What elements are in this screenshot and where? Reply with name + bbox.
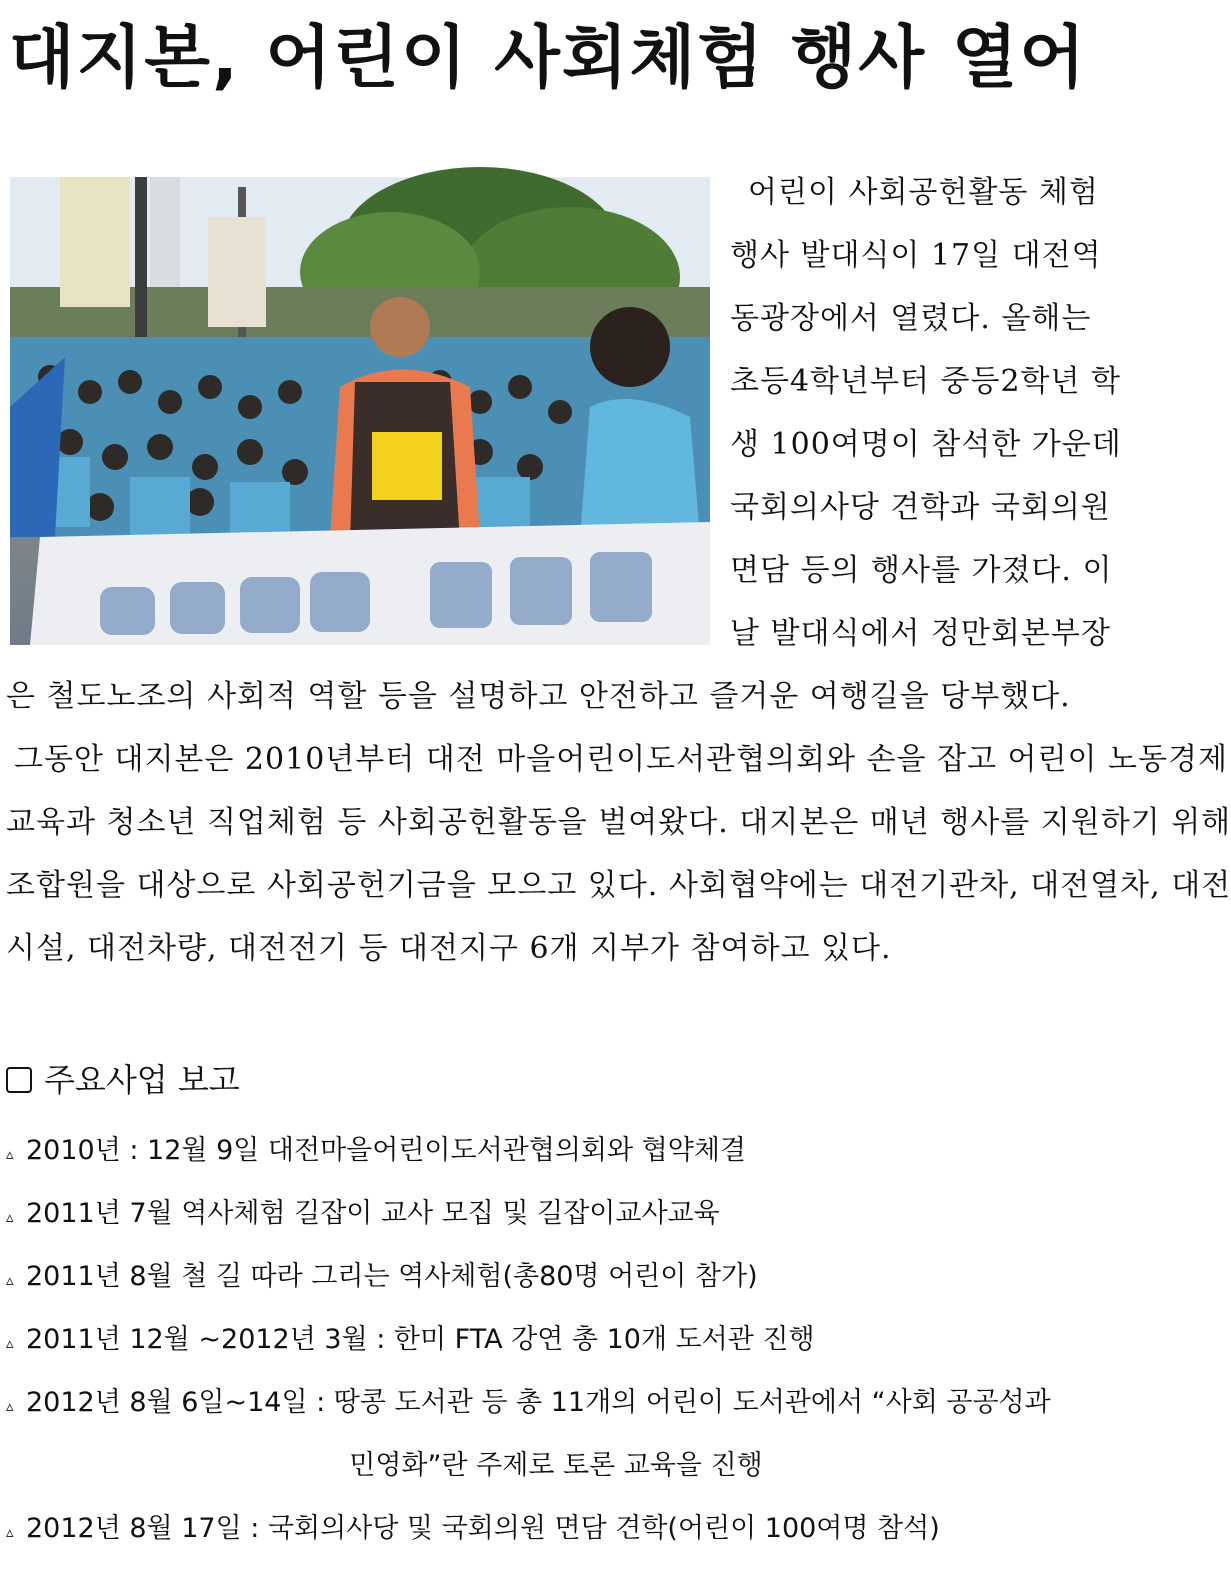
- article-line: 교육과 청소년 직업체험 등 사회공헌활동을 벌여왔다. 대지본은 매년 행사를 지원하기 위해: [6, 805, 1231, 840]
- triangle-bullet-icon: ▵: [6, 1397, 14, 1415]
- list-item: [6, 1245, 1086, 1308]
- event-photo: [10, 177, 710, 645]
- section-title: 주요사업 보고: [44, 1061, 240, 1099]
- list-item: [6, 1497, 1086, 1560]
- article-line: 시설, 대전차량, 대전전기 등 대전지구 6개 지부가 참여하고 있다.: [6, 931, 892, 966]
- list-item: [6, 1371, 1086, 1434]
- triangle-bullet-icon: ▵: [6, 1523, 14, 1541]
- list-item-text: 2011년 7월 역사체험 길잡이 교사 모집 및 길잡이교사교육: [26, 1198, 720, 1229]
- checkbox-icon: [6, 1067, 32, 1093]
- article-paragraph-2: [6, 728, 1231, 980]
- triangle-bullet-icon: ▵: [6, 1271, 14, 1289]
- article-right-column: [730, 161, 1122, 665]
- triangle-bullet-icon: ▵: [6, 1145, 14, 1163]
- list-item-continuation: 민영화”란 주제로 토론 교육을 진행: [349, 1450, 763, 1481]
- list-item-text: 2012년 8월 17일 : 국회의사당 및 국회의원 면담 견학(어린이 100여명 참석): [26, 1513, 940, 1544]
- list-item-text: 2011년 12월 ~2012년 3월 : 한미 FTA 강연 총 10개 도서관 진행: [26, 1324, 815, 1355]
- list-item: [6, 1119, 1086, 1182]
- article-line: 그동안 대지본은 2010년부터 대전 마을어린이도서관협의회와 손을 잡고 어린이 노동경제: [14, 742, 1228, 777]
- triangle-bullet-icon: ▵: [6, 1334, 14, 1352]
- article-line: 국회의사당 견학과 국회의원: [730, 490, 1111, 525]
- report-list: [6, 1119, 1086, 1560]
- triangle-bullet-icon: ▵: [6, 1208, 14, 1226]
- article-line: 날 발대식에서 정만회본부장: [730, 616, 1111, 651]
- article-line: 초등4학년부터 중등2학년 학: [730, 364, 1122, 399]
- article-line: 조합원을 대상으로 사회공헌기금을 모으고 있다. 사회협약에는 대전기관차, 대전열차, 대전: [6, 868, 1231, 903]
- section-heading: [6, 1056, 240, 1104]
- list-item-text: 2012년 8월 6일~14일 : 땅콩 도서관 등 총 11개의 어린이 도서관에서 “사회 공공성과: [26, 1387, 1051, 1418]
- article-paragraph-1-end: [6, 665, 1071, 728]
- photo-illustration: [10, 177, 710, 645]
- article-line: 동광장에서 열렸다. 올해는: [730, 301, 1092, 336]
- article-line: 어린이 사회공헌활동 체험: [748, 175, 1099, 210]
- article-line: 생 100여명이 참석한 가운데: [730, 427, 1122, 462]
- article-line: 은 철도노조의 사회적 역할 등을 설명하고 안전하고 즐거운 여행길을 당부했다.: [6, 679, 1071, 714]
- list-item: [6, 1182, 1086, 1245]
- list-item-text: 2010년 : 12월 9일 대전마을어린이도서관협의회와 협약체결: [26, 1135, 746, 1166]
- list-item: [6, 1308, 1086, 1371]
- article-line: 면담 등의 행사를 가졌다. 이: [730, 553, 1113, 588]
- headline: 대지본, 어린이 사회체험 행사 열어: [8, 19, 1088, 98]
- list-item-text: 2011년 8월 철 길 따라 그리는 역사체험(총80명 어린이 참가): [26, 1261, 758, 1292]
- article-line: 행사 발대식이 17일 대전역: [730, 238, 1102, 273]
